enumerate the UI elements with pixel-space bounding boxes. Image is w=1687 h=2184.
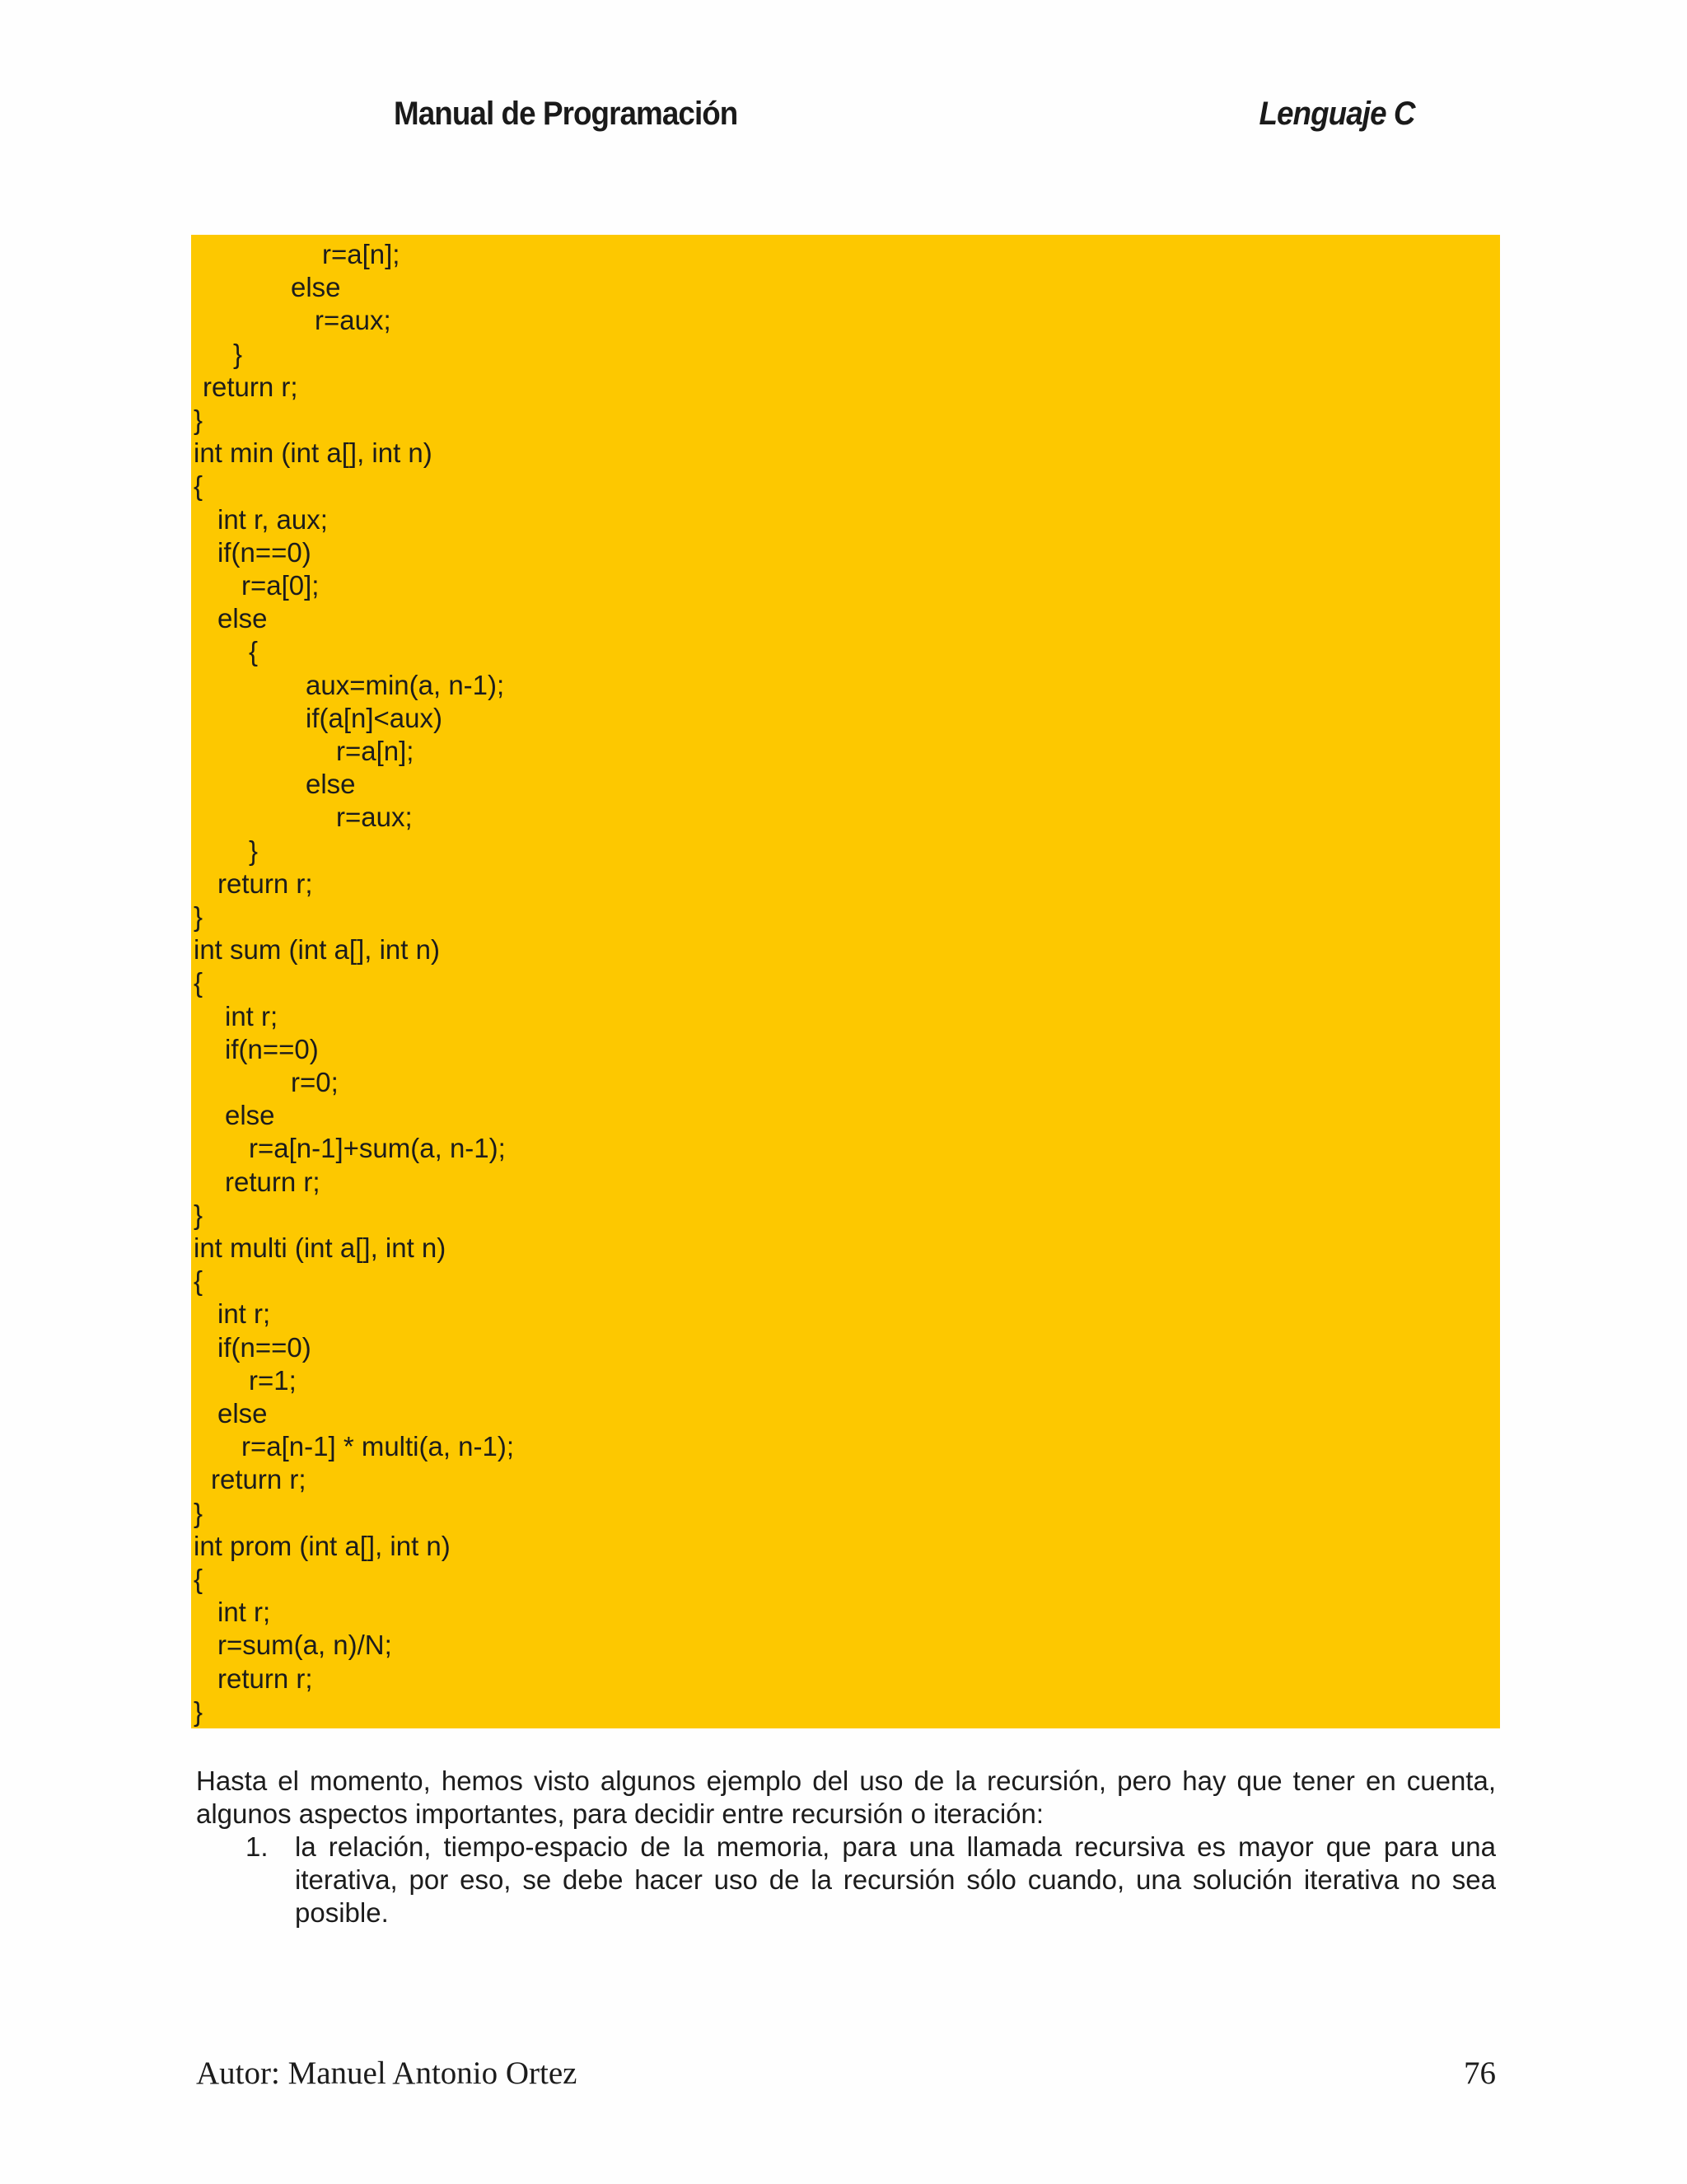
code-line: else [217, 1398, 268, 1429]
code-line: r=1; [249, 1364, 297, 1396]
code-line: } [233, 338, 243, 369]
code-line: { [194, 1564, 203, 1594]
code-line: } [249, 835, 259, 866]
code-line: else [225, 1100, 275, 1131]
code-line: r=aux; [336, 802, 413, 833]
code-line: int r; [217, 1597, 271, 1628]
list-item-text: la relación, tiempo-espacio de la memoria, para una llamada recursiva es mayor que para una iterativa, por eso, se debe hacer uso de la recursión sólo cuando, una solución iterativa no sea posible. [295, 1831, 1496, 1928]
body-paragraph: Hasta el momento, hemos visto algunos ejemplo del uso de la recursión, pero hay que tener en cuenta, algunos aspectos importantes, para decidir entre recursión o iteración: [196, 1765, 1496, 1829]
code-line: } [194, 901, 203, 932]
code-line: int r, aux; [217, 503, 328, 535]
code-line: { [249, 636, 259, 667]
code-line: else [217, 603, 268, 634]
header-manual-title: Manual de Programación [394, 96, 738, 132]
code-line: r=a[n-1] * multi(a, n-1); [241, 1431, 515, 1462]
code-line: } [194, 405, 203, 435]
code-listing [191, 235, 1500, 1728]
code-line: { [194, 967, 203, 998]
code-line: return r; [217, 1663, 313, 1694]
list-item-number: 1. [245, 1831, 269, 1862]
code-line: r=a[0]; [241, 570, 320, 601]
code-line: int r; [225, 1000, 278, 1031]
code-line: int prom (int a[], int n) [194, 1530, 451, 1561]
code-line: } [194, 1695, 203, 1727]
code-line: return r; [217, 868, 313, 899]
code-line: int sum (int a[], int n) [194, 934, 440, 966]
footer-author: Autor: Manuel Antonio Ortez [196, 2055, 577, 2091]
code-line: if(n==0) [225, 1033, 319, 1064]
code-line: r=a[n]; [336, 736, 414, 766]
code-line: } [194, 1199, 203, 1230]
code-line: r=0; [291, 1067, 339, 1097]
code-line: r=sum(a, n)/N; [217, 1630, 392, 1661]
code-line: int min (int a[], int n) [194, 437, 432, 469]
code-line: r=a[n-1]+sum(a, n-1); [249, 1133, 506, 1164]
code-line: else [306, 769, 356, 800]
code-line: if(n==0) [217, 1331, 311, 1363]
code-line: return r; [203, 371, 298, 402]
code-line: } [194, 1497, 203, 1528]
code-line: { [194, 1265, 203, 1297]
code-line: int r; [217, 1298, 271, 1330]
code-line: r=a[n]; [322, 239, 400, 269]
code-line: { [194, 470, 203, 502]
code-line: r=aux; [315, 305, 391, 336]
code-line: if(a[n]<aux) [306, 702, 442, 733]
code-line: if(n==0) [217, 536, 311, 568]
header-language-title: Lenguaje C [1259, 96, 1415, 132]
code-line: int multi (int a[], int n) [194, 1232, 446, 1263]
code-line: aux=min(a, n-1); [306, 669, 505, 700]
code-line: return r; [211, 1464, 306, 1495]
code-line: else [291, 272, 341, 303]
code-line: return r; [225, 1166, 320, 1197]
footer-page-number: 76 [1464, 2055, 1496, 2091]
